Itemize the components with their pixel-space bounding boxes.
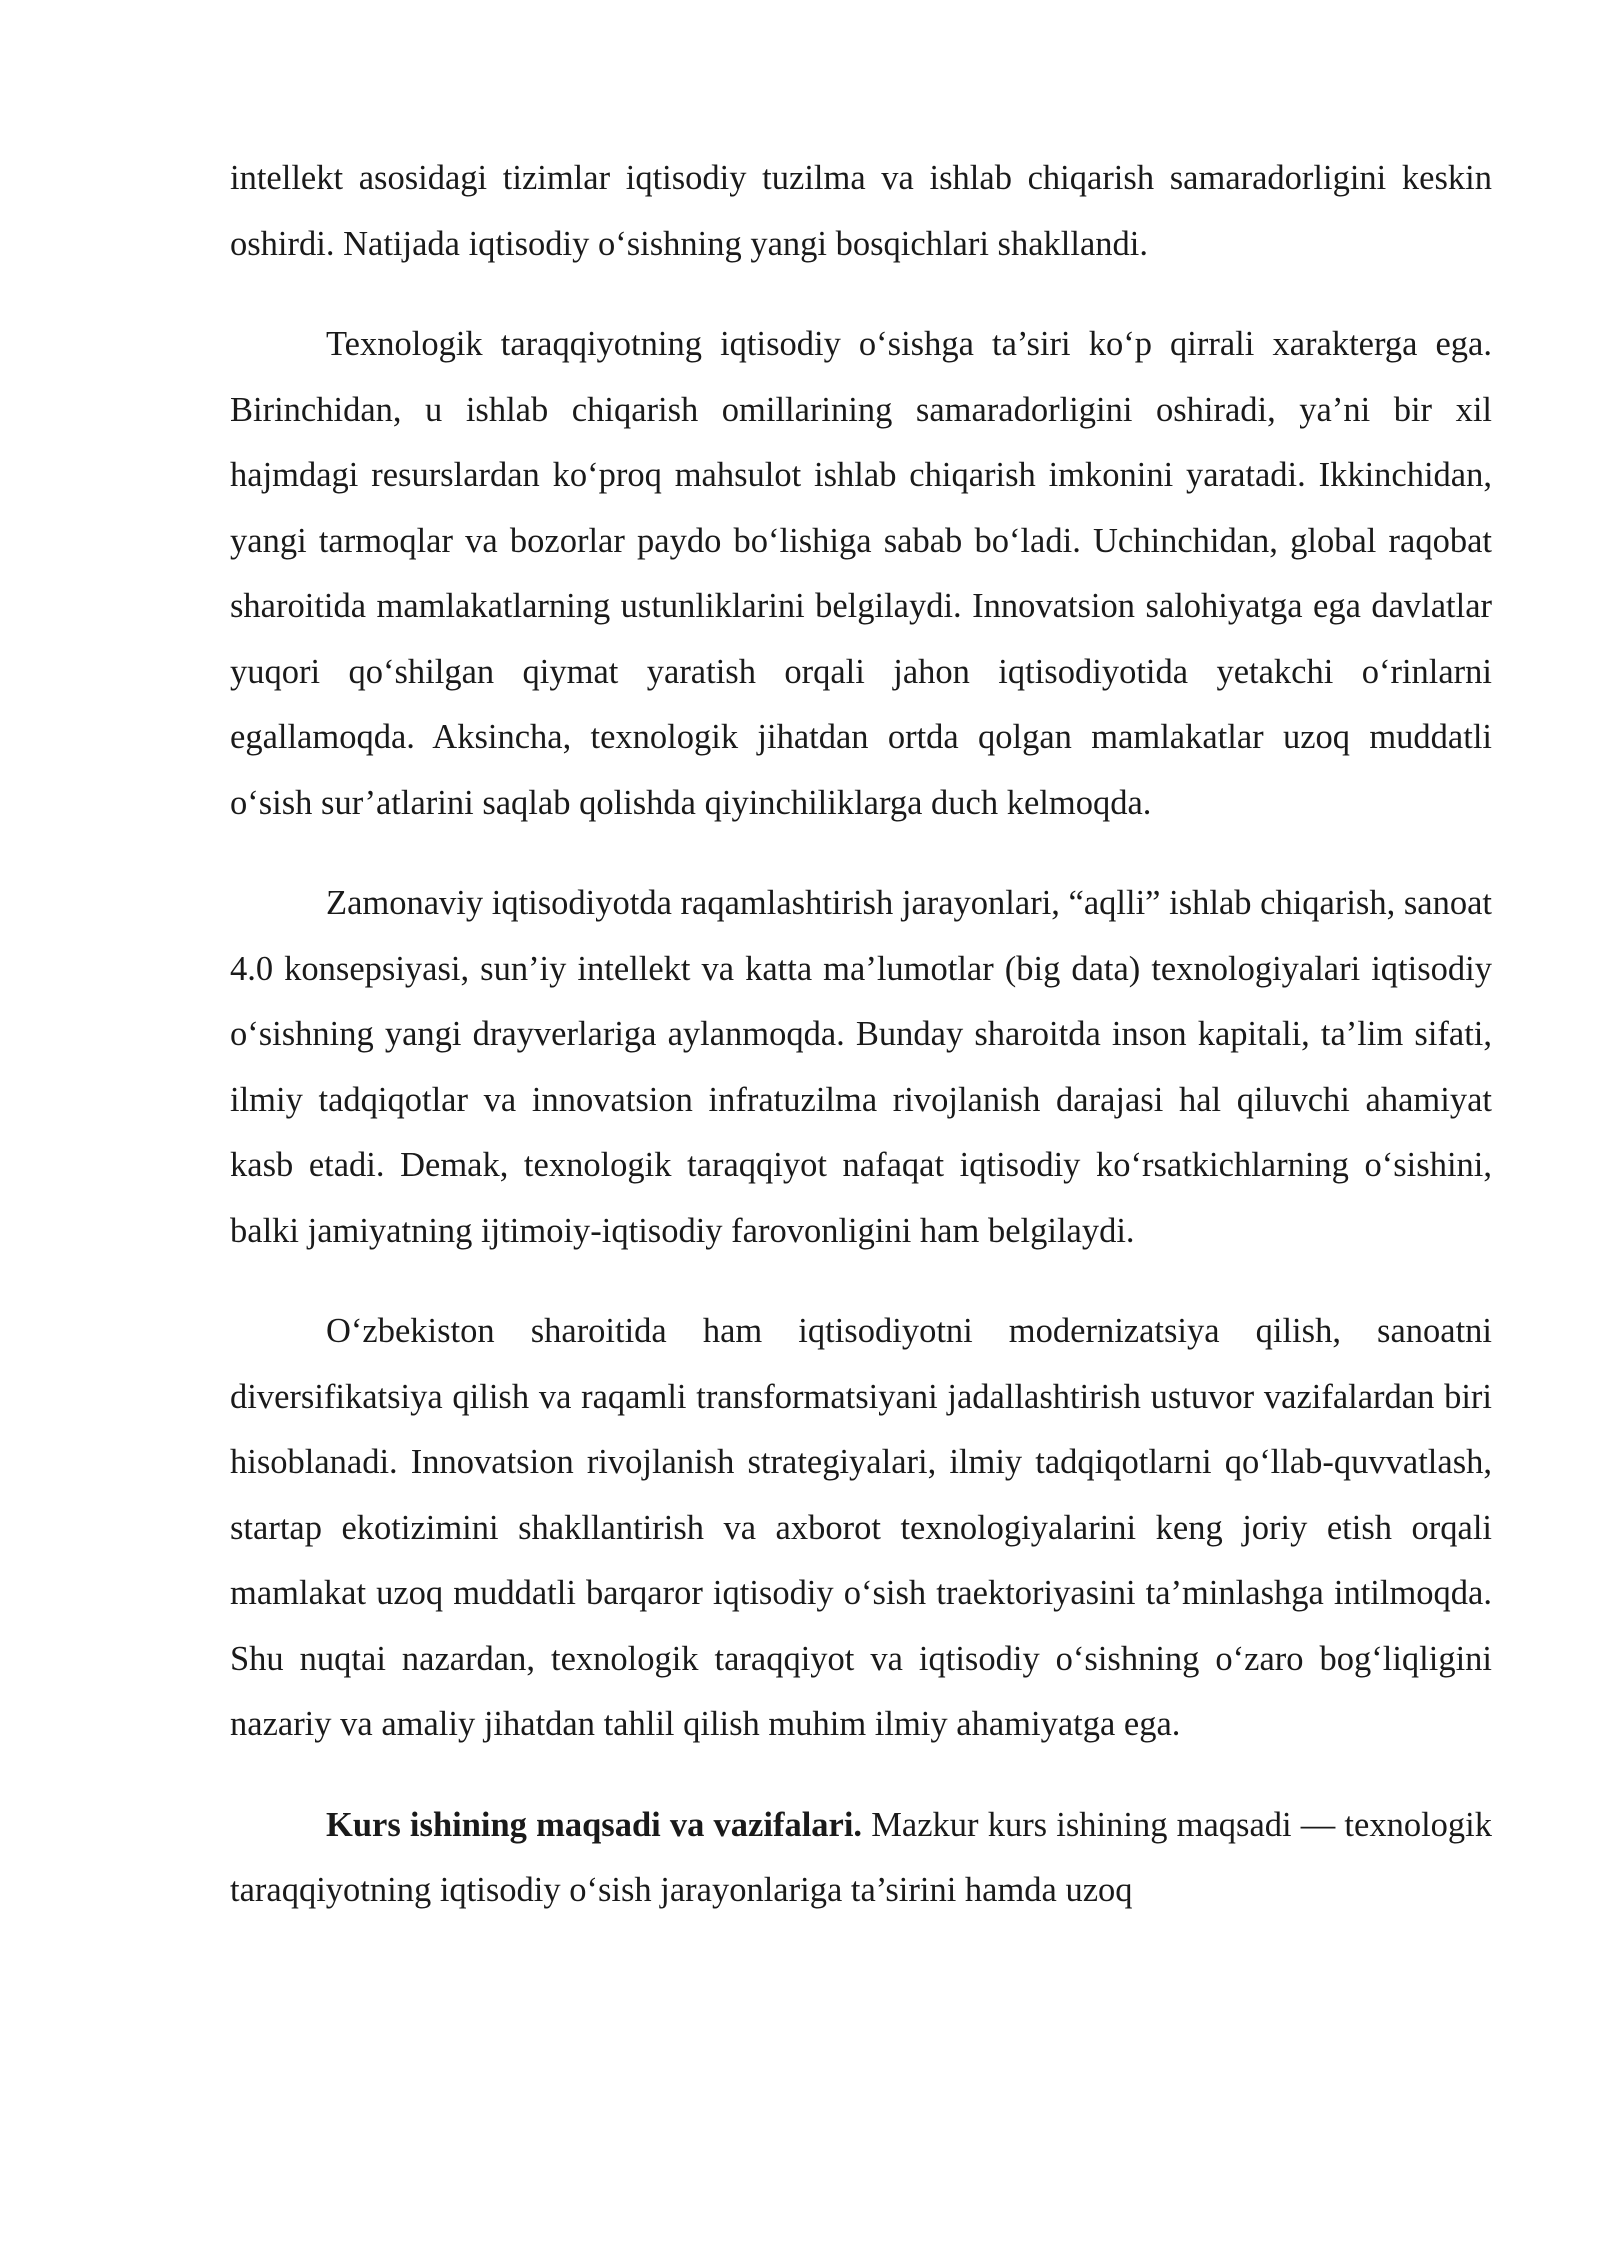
paragraph-1: intellekt asosidagi tizimlar iqtisodiy tuzilma va ishlab chiqarish samaradorligini keskin oshirdi. Natijada iqtisodiy o‘sishning yangi bosqichlari shakllandi. xyxy=(230,159,1492,263)
section-lead-heading: Kurs ishining maqsadi va vazifalari. xyxy=(326,1805,863,1844)
paragraph-3: Zamonaviy iqtisodiyotda raqamlashtirish jarayonlari, “aqlli” ishlab chiqarish, sanoat 4.0 konsepsiyasi, sun’iy intellekt va katta ma’lumotlar (big data) texnologiyalari iqtisodiy o‘sishning yangi drayverlariga aylanmoqda. Bunday sharoitda inson kapitali, ta’lim sifati, ilmiy tadqiqotlar va innovatsion infratuzilma rivojlanish darajasi hal qiluvchi ahamiyat kasb etadi. Demak, texnologik taraqqiyot nafaqat iqtisodiy ko‘rsatkichlarning o‘sishini, balki jamiyatning ijtimoiy-iqtisodiy farovonligini ham belgilaydi. xyxy=(230,884,1492,1250)
paragraph-4: O‘zbekiston sharoitida ham iqtisodiyotni modernizatsiya qilish, sanoatni diversifikatsiya qilish va raqamli transformatsiyani jadallashtirish ustuvor vazifalardan biri hisoblanadi. Innovatsion rivojlanish strategiyalari, ilmiy tadqiqotlarni qo‘llab-quvvatlash, startap ekotizimini shakllantirish va axborot texnologiyalarini keng joriy etish orqali mamlakat uzoq muddatli barqaror iqtisodiy o‘sish traektoriyasini ta’minlashga intilmoqda. Shu nuqtai nazardan, texnologik taraqqiyot va iqtisodiy o‘sishning o‘zaro bog‘liqligini nazariy va amaliy jihatdan tahlil qilish muhim ilmiy ahamiyatga ega. xyxy=(230,1312,1492,1743)
paragraph-5-text: Mazkur kurs ishining maqsadi — texnologik taraqqiyotning iqtisodiy o‘sish jarayonlariga ta’sirini hamda uzoq xyxy=(230,1805,1493,1909)
paragraph-2: Texnologik taraqqiyotning iqtisodiy o‘sishga ta’siri ko‘p qirrali xarakterga ega. Birinchidan, u ishlab chiqarish omillarining samaradorligini oshiradi, ya’ni bir xil hajmdagi resurslardan ko‘proq mahsulot ishlab chiqarish imkonini yaratadi. Ikkinchidan, yangi tarmoqlar va bozorlar paydo bo‘lishiga sabab bo‘ladi. Uchinchidan, global raqobat sharoitida mamlakatlarning ustunliklarini belgilaydi. Innovatsion salohiyatga ega davlatlar yuqori qo‘shilgan qiymat yaratish orqali jahon iqtisodiyotida yetakchi o‘rinlarni egallamoqda. Aksincha, texnologik jihatdan ortda qolgan mamlakatlar uzoq muddatli o‘sish sur’atlarini saqlab qolishda qiyinchiliklarga duch kelmoqda. xyxy=(230,325,1492,822)
document-page xyxy=(230,146,1492,1959)
paragraph-5 xyxy=(230,1793,1492,1924)
